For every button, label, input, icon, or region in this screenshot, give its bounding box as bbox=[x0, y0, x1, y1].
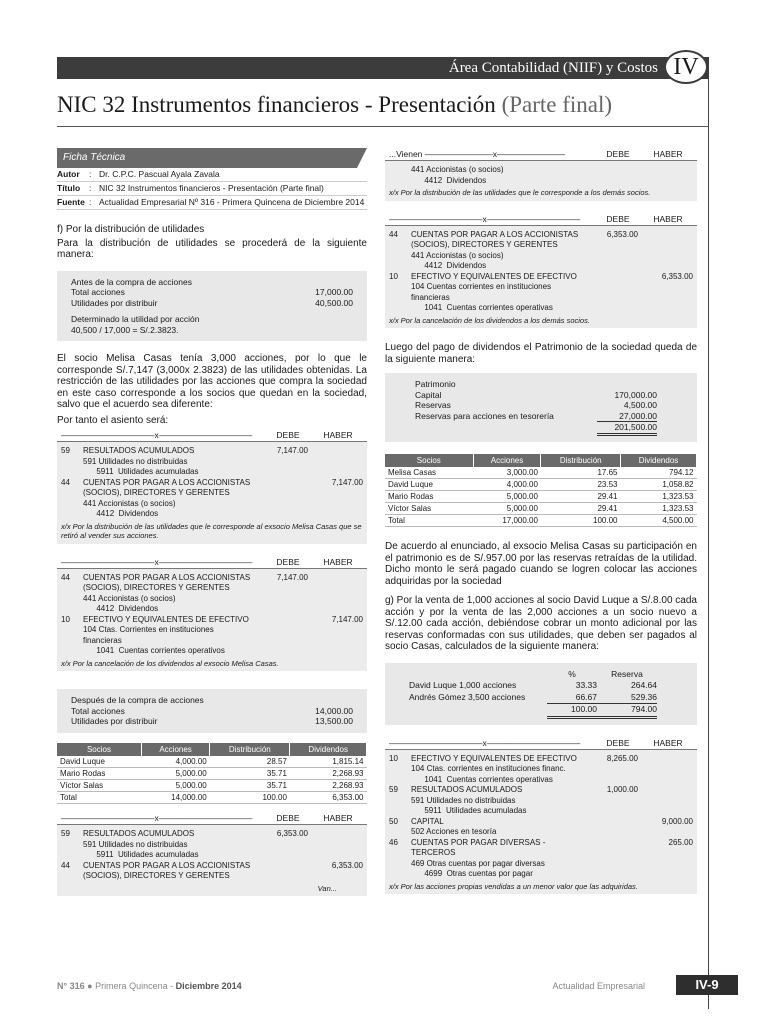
box4-h2: Reserva bbox=[611, 668, 643, 679]
page-number: IV-9 bbox=[676, 975, 738, 995]
paragraph-patrimonio: Luego del pago de dividendos el Patrimonio de la sociedad queda de la siguiente manera: bbox=[385, 342, 697, 365]
journal-row: 50 CAPITAL 9,000.00 bbox=[389, 816, 693, 826]
journal-row: 59 RESULTADOS ACUMULADOS 7,147.00 bbox=[61, 446, 308, 455]
kv-row: Utilidades por distribuir 40,500.00 bbox=[71, 297, 353, 308]
journal-row: 59 RESULTADOS ACUMULADOS 1,000.00 bbox=[389, 785, 638, 794]
journal-entry-4 bbox=[385, 148, 697, 201]
right-column bbox=[385, 148, 697, 894]
table-header: Distribución bbox=[210, 743, 290, 757]
box4-total-res: 794.00 bbox=[597, 703, 657, 719]
journal-entry-1 bbox=[57, 429, 367, 544]
page-title bbox=[57, 92, 612, 118]
table-row: David Luque 4,000.00 23.53 1,058.82 bbox=[385, 479, 697, 491]
journal-row: 5911 Utilidades acumuladas bbox=[411, 806, 527, 815]
journal-row: 591 Utilidades no distribuidas bbox=[411, 795, 516, 805]
reserva-row: David Luque 1,000 acciones 33.33 264.64 bbox=[409, 680, 657, 690]
title-main: NIC 32 Instrumentos financieros - Presentación bbox=[57, 92, 496, 117]
table-row: Víctor Salas 5,000.00 29.41 1,323.53 bbox=[385, 503, 697, 515]
journal-header: ———————————x——————————— DEBE HABER bbox=[57, 556, 367, 569]
box-after-purchase bbox=[57, 689, 367, 733]
journal-row: 5911 Utilidades acumuladas bbox=[83, 467, 199, 476]
right-border-line bbox=[708, 79, 709, 1009]
journal-row: 1041 Cuentas corrientes operativos bbox=[83, 646, 225, 655]
table-row: Mario Rodas 5,000.00 35.71 2,268.93 bbox=[57, 768, 367, 780]
journal-row: 4412 Dividendos bbox=[83, 509, 159, 518]
section-roman-badge: IV bbox=[664, 50, 708, 84]
journal-note: x/x Por la distribución de las utilidades que le corresponde a los demás socios. bbox=[389, 188, 651, 197]
journal-note: x/x Por la cancelación de los dividendos al exsocio Melisa Casas. bbox=[61, 658, 279, 668]
kv-row: Reservas 4,500.00 bbox=[415, 400, 657, 410]
journal-entry-2 bbox=[57, 556, 367, 672]
journal-van: Van... bbox=[317, 883, 337, 893]
journal-row: 46 CUENTAS POR PAGAR DIVERSAS -TERCEROS 265.00 bbox=[389, 837, 693, 857]
section-f-intro: Para la distribución de utilidades se procederá de la siguiente manera: bbox=[57, 237, 367, 260]
journal-row: 44 CUENTAS POR PAGAR A LOS ACCIONISTAS (SOCIOS), DIRECTORES Y GERENTES 6,353.00 bbox=[61, 860, 363, 880]
footer-publication: Actualidad Empresarial bbox=[552, 981, 645, 991]
journal-entry-3 bbox=[57, 812, 367, 896]
box4-h1: % bbox=[568, 668, 576, 679]
kv-row: Capital 170,000.00 bbox=[415, 389, 657, 400]
ficha-row: Autor : Dr. C.P.C. Pascual Ayala Zavala bbox=[57, 168, 367, 182]
footer: N° 316 ● Primera Quincena - Diciembre 2014 Actualidad Empresarial bbox=[57, 978, 709, 994]
journal-row: 10 EFECTIVO Y EQUIVALENTES DE EFECTIVO 6,353.00 bbox=[389, 271, 693, 281]
journal-row: 4412 Dividendos bbox=[411, 175, 487, 185]
journal-row: 441 Accionistas (o socios) bbox=[411, 250, 504, 260]
kv-row: Utilidades por distribuir 13,500.00 bbox=[71, 716, 353, 726]
journal-header: ———————————x——————————— DEBE HABER bbox=[57, 429, 367, 442]
footer-number: N° 316 bbox=[57, 981, 85, 991]
footer-month: Diciembre 2014 bbox=[175, 981, 242, 991]
title-rule bbox=[57, 126, 709, 127]
journal-row: 104 Ctas. Corrientes en instituciones financieras bbox=[83, 625, 216, 645]
journal-row: 4412 Dividendos bbox=[411, 261, 487, 270]
paragraph-asiento: Por tanto el asiento será: bbox=[57, 414, 169, 426]
paragraph-melisa: El socio Melisa Casas tenía 3,000 acciones, por lo que le corresponde S/.7,147 (3,000x 2.3823) de las utilidades obtenidas. La restricción de las utilidades por las acciones que compra la sociedad en este caso corresponde a los socios que quedan en la sociedad, salvo que el acuerdo sea diferente: bbox=[57, 353, 367, 410]
table-header: Acciones bbox=[141, 743, 209, 757]
box-patrimonio bbox=[385, 373, 697, 442]
table-row: David Luque 4,000.00 28.57 1,815.14 bbox=[57, 756, 367, 768]
journal-row: 591 Utilidades no distribuidas bbox=[83, 839, 188, 849]
section-title: Área Contabilidad (NIIF) y Costos bbox=[448, 60, 658, 76]
box1-title: Antes de la compra de acciones bbox=[71, 276, 192, 287]
journal-header: ...Vienen ————————x———————— DEBE HABER bbox=[385, 148, 697, 161]
journal-row: 59 RESULTADOS ACUMULADOS 6,353.00 bbox=[61, 829, 308, 838]
section-g: g) Por la venta de 1,000 acciones al socio David Luque a S/.8.00 cada acción y por la venta de las 2,000 acciones a un socio nuevo a S/.12.00 cada acción, debiéndose cobrar un monto adicional por las reservas conformadas con sus utilidades, que deben ser pagados al socio Casas, calculados de la siguiente manera: bbox=[385, 595, 697, 652]
table-header: Distribución bbox=[541, 454, 621, 468]
journal-entry-6 bbox=[385, 737, 697, 895]
journal-entry-5 bbox=[385, 213, 697, 329]
reserva-row: Andrés Gómez 3,500 acciones 66.67 529.36 bbox=[409, 691, 657, 702]
kv-row: Total acciones 14,000.00 bbox=[71, 705, 353, 716]
footer-period: Primera Quincena - bbox=[95, 981, 176, 991]
journal-row: 441 Accionistas (o socios) bbox=[83, 593, 176, 603]
table-header: Dividendos bbox=[290, 743, 367, 757]
journal-row: 44 CUENTAS POR PAGAR A LOS ACCIONISTAS (SOCIOS), DIRECTORES Y GERENTES 7,147.00 bbox=[61, 477, 363, 497]
journal-header: ———————————x——————————— DEBE HABER bbox=[385, 737, 697, 750]
kv-row: Total acciones 17,000.00 bbox=[71, 287, 353, 297]
box3-title: Patrimonio bbox=[415, 379, 456, 389]
table-header: Acciones bbox=[473, 454, 541, 468]
journal-row: 441 Accionistas (o socios) bbox=[83, 498, 176, 508]
table-distribution-2 bbox=[385, 454, 697, 528]
journal-note: x/x Por las acciones propias vendidas a un menor valor que las adquiridas. bbox=[389, 881, 638, 891]
journal-row: 1041 Cuentas corrientes operativas bbox=[411, 774, 553, 784]
table-row: Total 14,000.00 100.00 6,353.00 bbox=[57, 792, 367, 804]
box2-title: Después de la compra de acciones bbox=[71, 695, 204, 705]
journal-header: ———————————x——————————— DEBE HABER bbox=[57, 812, 367, 825]
journal-row: 104 Ctas. corrientes en instituciones financ. bbox=[411, 764, 566, 773]
ficha-row: Fuente : Actualidad Empresarial Nº 316 - Primera Quincena de Diciembre 2014 bbox=[57, 196, 367, 210]
left-column bbox=[57, 148, 367, 896]
table-row: Mario Rodas 5,000.00 29.41 1,323.53 bbox=[385, 491, 697, 503]
paragraph-exsocio: De acuerdo al enunciado, al exsocio Melisa Casas su participación en el patrimonio es de S/.957.00 por las reservas retraídas de la utilidad. Dicho monto le será pagado cuando se logren colocar las acciones adquiridas por la sociedad bbox=[385, 541, 697, 587]
table-row: Víctor Salas 5,000.00 35.71 2,268.93 bbox=[57, 780, 367, 792]
journal-row: 502 Acciones en tesoría bbox=[411, 827, 497, 836]
box1-det: Determinado la utilidad por acción bbox=[71, 314, 200, 324]
box3-total: 201,500.00 bbox=[597, 421, 657, 436]
title-part: (Parte final) bbox=[501, 92, 613, 117]
table-header: Socios bbox=[57, 743, 141, 757]
journal-row: 44 CUENTAS POR PAGAR A LOS ACCIONISTAS (SOCIOS), DIRECTORES Y GERENTES 7,147.00 bbox=[61, 572, 308, 592]
journal-row: 10 EFECTIVO Y EQUIVALENTES DE EFECTIVO 8,265.00 bbox=[389, 753, 638, 763]
journal-row: 104 Cuentas corrientes en instituciones financieras bbox=[411, 282, 554, 302]
box1-calc: 40,500 / 17,000 = S/.2.3823. bbox=[71, 324, 179, 335]
journal-row: 441 Accionistas (o socios) bbox=[411, 165, 504, 174]
section-f-heading: f) Por la distribución de utilidades bbox=[57, 224, 205, 235]
table-row: Total 17,000.00 100.00 4,500.00 bbox=[385, 515, 697, 527]
ficha-row: Título : NIC 32 Instrumentos financieros - Presentación (Parte final) bbox=[57, 182, 367, 196]
journal-row: 591 Utilidades no distribuidas bbox=[83, 456, 188, 466]
journal-row: 4699 Otras cuentas por pagar bbox=[411, 869, 533, 878]
journal-row: 44 CUENTAS POR PAGAR A LOS ACCIONISTAS (SOCIOS), DIRECTORES Y GERENTES 6,353.00 bbox=[389, 229, 638, 249]
journal-row: 5911 Utilidades acumuladas bbox=[83, 850, 199, 859]
journal-header: ———————————x——————————— DEBE HABER bbox=[385, 213, 697, 226]
table-row: Melisa Casas 3,000.00 17.65 794.12 bbox=[385, 467, 697, 479]
journal-row: 10 EFECTIVO Y EQUIVALENTES DE EFECTIVO 7,147.00 bbox=[61, 614, 363, 624]
table-header: Dividendos bbox=[621, 454, 697, 468]
journal-row: 469 Otras cuentas por pagar diversas bbox=[411, 858, 545, 868]
box-reserva bbox=[385, 663, 697, 725]
box-before-purchase bbox=[57, 271, 367, 342]
ficha-rows bbox=[57, 168, 367, 210]
table-distribution-1 bbox=[57, 743, 367, 805]
ficha-header: Ficha Técnica bbox=[57, 148, 367, 168]
kv-row: Reservas para acciones en tesorería 27,000.00 bbox=[415, 410, 657, 421]
journal-row: 1041 Cuentas corrientes operativas bbox=[411, 303, 553, 312]
box4-total-pct: 100.00 bbox=[547, 703, 597, 719]
journal-row: 4412 Dividendos bbox=[83, 604, 159, 613]
journal-note: x/x Por la cancelación de los dividendos a los demás socios. bbox=[389, 315, 590, 325]
journal-note: x/x Por la distribución de las utilidades que le corresponde al exsocio Melisa Casas que se retiró al vender sus acciones. bbox=[61, 521, 362, 540]
table-header: Socios bbox=[385, 454, 473, 468]
